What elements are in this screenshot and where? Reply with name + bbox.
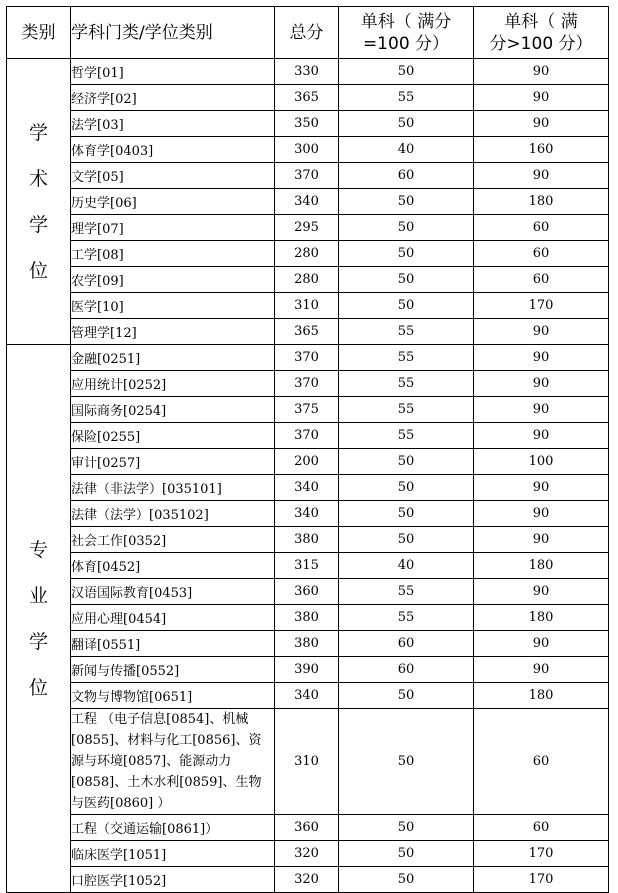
category-char: 业 bbox=[28, 584, 48, 607]
subject-cell: 工程（交通运输[0861]） bbox=[71, 815, 275, 841]
single-gt100-score-cell: 90 bbox=[474, 371, 609, 397]
single-100-score-cell: 50 bbox=[339, 475, 474, 501]
subject-cell: 审计[0257] bbox=[71, 449, 275, 475]
single-100-score-cell: 50 bbox=[339, 501, 474, 527]
single-gt100-score-cell: 180 bbox=[474, 605, 609, 631]
total-score-cell: 380 bbox=[275, 631, 339, 657]
total-score-cell: 295 bbox=[275, 215, 339, 241]
table-row bbox=[7, 345, 609, 371]
table-row bbox=[7, 683, 609, 709]
table-row bbox=[7, 163, 609, 189]
subject-cell: 医学[10] bbox=[71, 293, 275, 319]
subject-cell: 体育学[0403] bbox=[71, 137, 275, 163]
total-score-cell: 390 bbox=[275, 657, 339, 683]
total-score-cell: 380 bbox=[275, 605, 339, 631]
single-100-score-cell: 50 bbox=[339, 815, 474, 841]
subject-cell: 法律（法学）[035102] bbox=[71, 501, 275, 527]
single-gt100-score-cell: 170 bbox=[474, 293, 609, 319]
single-100-score-cell: 55 bbox=[339, 319, 474, 345]
table-row bbox=[7, 553, 609, 579]
header-single-100 bbox=[339, 7, 474, 59]
single-100-score-cell: 60 bbox=[339, 657, 474, 683]
table-row bbox=[7, 579, 609, 605]
total-score-cell: 320 bbox=[275, 841, 339, 867]
total-score-cell: 310 bbox=[275, 709, 339, 815]
single-100-score-cell: 50 bbox=[339, 709, 474, 815]
total-score-cell: 280 bbox=[275, 267, 339, 293]
total-score-cell: 360 bbox=[275, 815, 339, 841]
total-score-cell: 370 bbox=[275, 345, 339, 371]
header-subject: 学科门类/学位类别 bbox=[71, 7, 275, 59]
single-gt100-score-cell: 180 bbox=[474, 683, 609, 709]
subject-cell: 文物与博物馆[0651] bbox=[71, 683, 275, 709]
category-char: 学 bbox=[28, 630, 48, 653]
single-100-score-cell: 60 bbox=[339, 631, 474, 657]
total-score-cell: 330 bbox=[275, 59, 339, 85]
category-char: 位 bbox=[28, 676, 48, 699]
subject-cell: 体育[0452] bbox=[71, 553, 275, 579]
total-score-cell: 340 bbox=[275, 683, 339, 709]
single-gt100-score-cell: 180 bbox=[474, 189, 609, 215]
total-score-cell: 340 bbox=[275, 501, 339, 527]
single-gt100-score-cell: 90 bbox=[474, 657, 609, 683]
total-score-cell: 365 bbox=[275, 319, 339, 345]
single-100-score-cell: 55 bbox=[339, 423, 474, 449]
single-100-score-cell: 55 bbox=[339, 397, 474, 423]
single-100-score-cell: 50 bbox=[339, 683, 474, 709]
table-row bbox=[7, 111, 609, 137]
header-category: 类别 bbox=[7, 7, 71, 59]
header-single-100-line2: =100 分） bbox=[362, 33, 450, 54]
table-body bbox=[7, 59, 609, 893]
single-100-score-cell: 55 bbox=[339, 579, 474, 605]
total-score-cell: 350 bbox=[275, 111, 339, 137]
total-score-cell: 200 bbox=[275, 449, 339, 475]
subject-cell: 金融[0251] bbox=[71, 345, 275, 371]
single-gt100-score-cell: 170 bbox=[474, 841, 609, 867]
total-score-cell: 310 bbox=[275, 293, 339, 319]
subject-cell: 汉语国际教育[0453] bbox=[71, 579, 275, 605]
subject-cell: 工学[08] bbox=[71, 241, 275, 267]
total-score-cell: 280 bbox=[275, 241, 339, 267]
score-table bbox=[6, 6, 609, 893]
table-row bbox=[7, 319, 609, 345]
category-char: 专 bbox=[28, 538, 48, 561]
single-gt100-score-cell: 180 bbox=[474, 553, 609, 579]
single-gt100-score-cell: 90 bbox=[474, 111, 609, 137]
single-100-score-cell: 55 bbox=[339, 371, 474, 397]
table-row bbox=[7, 189, 609, 215]
single-gt100-score-cell: 90 bbox=[474, 345, 609, 371]
single-gt100-score-cell: 90 bbox=[474, 475, 609, 501]
single-100-score-cell: 55 bbox=[339, 345, 474, 371]
total-score-cell: 360 bbox=[275, 579, 339, 605]
subject-cell: 历史学[06] bbox=[71, 189, 275, 215]
total-score-cell: 370 bbox=[275, 371, 339, 397]
total-score-cell: 315 bbox=[275, 553, 339, 579]
category-char: 学 bbox=[28, 213, 48, 236]
single-100-score-cell: 60 bbox=[339, 163, 474, 189]
header-single-gt100-line1: 单科（ 满 bbox=[504, 11, 578, 32]
table-row bbox=[7, 841, 609, 867]
subject-cell: 新闻与传播[0552] bbox=[71, 657, 275, 683]
total-score-cell: 375 bbox=[275, 397, 339, 423]
table-row bbox=[7, 501, 609, 527]
single-100-score-cell: 40 bbox=[339, 553, 474, 579]
single-gt100-score-cell: 60 bbox=[474, 267, 609, 293]
subject-cell: 国际商务[0254] bbox=[71, 397, 275, 423]
header-total: 总分 bbox=[275, 7, 339, 59]
header-row bbox=[7, 7, 609, 59]
single-gt100-score-cell: 170 bbox=[474, 867, 609, 893]
single-gt100-score-cell: 90 bbox=[474, 501, 609, 527]
table-row bbox=[7, 397, 609, 423]
subject-cell: 保险[0255] bbox=[71, 423, 275, 449]
category-professional bbox=[7, 345, 71, 893]
category-char: 位 bbox=[28, 259, 48, 282]
table-row bbox=[7, 59, 609, 85]
header-single-100-line1: 单科（ 满分 bbox=[360, 11, 452, 32]
single-gt100-score-cell: 90 bbox=[474, 319, 609, 345]
subject-cell: 哲学[01] bbox=[71, 59, 275, 85]
single-gt100-score-cell: 90 bbox=[474, 397, 609, 423]
total-score-cell: 320 bbox=[275, 867, 339, 893]
total-score-cell: 340 bbox=[275, 475, 339, 501]
table-row bbox=[7, 449, 609, 475]
single-gt100-score-cell: 90 bbox=[474, 423, 609, 449]
table-row bbox=[7, 815, 609, 841]
subject-cell: 应用心理[0454] bbox=[71, 605, 275, 631]
subject-cell: 法学[03] bbox=[71, 111, 275, 137]
subject-cell: 理学[07] bbox=[71, 215, 275, 241]
subject-cell: 法律（非法学）[035101] bbox=[71, 475, 275, 501]
subject-cell: 翻译[0551] bbox=[71, 631, 275, 657]
single-100-score-cell: 50 bbox=[339, 189, 474, 215]
table-row bbox=[7, 423, 609, 449]
single-100-score-cell: 50 bbox=[339, 293, 474, 319]
table-row bbox=[7, 527, 609, 553]
total-score-cell: 365 bbox=[275, 85, 339, 111]
subject-cell: 农学[09] bbox=[71, 267, 275, 293]
subject-cell: 文学[05] bbox=[71, 163, 275, 189]
table-row bbox=[7, 867, 609, 893]
single-100-score-cell: 50 bbox=[339, 59, 474, 85]
single-gt100-score-cell: 100 bbox=[474, 449, 609, 475]
total-score-cell: 380 bbox=[275, 527, 339, 553]
table-row bbox=[7, 657, 609, 683]
total-score-cell: 300 bbox=[275, 137, 339, 163]
single-gt100-score-cell: 90 bbox=[474, 59, 609, 85]
single-gt100-score-cell: 60 bbox=[474, 215, 609, 241]
single-gt100-score-cell: 160 bbox=[474, 137, 609, 163]
single-100-score-cell: 50 bbox=[339, 841, 474, 867]
single-gt100-score-cell: 60 bbox=[474, 709, 609, 815]
table-row bbox=[7, 293, 609, 319]
single-gt100-score-cell: 90 bbox=[474, 527, 609, 553]
table-row bbox=[7, 371, 609, 397]
subject-cell: 社会工作[0352] bbox=[71, 527, 275, 553]
single-100-score-cell: 40 bbox=[339, 137, 474, 163]
table-row bbox=[7, 709, 609, 815]
table-row bbox=[7, 267, 609, 293]
table-row bbox=[7, 215, 609, 241]
subject-cell: 经济学[02] bbox=[71, 85, 275, 111]
subject-cell: 临床医学[1051] bbox=[71, 841, 275, 867]
header-single-gt100-line2: 分>100 分） bbox=[489, 33, 593, 54]
table-row bbox=[7, 475, 609, 501]
single-gt100-score-cell: 90 bbox=[474, 631, 609, 657]
subject-cell: 工程 （电子信息[0854]、机械[0855]、材料与化工[0856]、资源与环境[0857]、能源动力[0858]、土木水利[0859]、生物与医药[0860] ） bbox=[71, 709, 275, 815]
header-single-gt100 bbox=[474, 7, 609, 59]
single-gt100-score-cell: 90 bbox=[474, 85, 609, 111]
table-row bbox=[7, 85, 609, 111]
subject-cell: 管理学[12] bbox=[71, 319, 275, 345]
total-score-cell: 370 bbox=[275, 423, 339, 449]
single-gt100-score-cell: 90 bbox=[474, 579, 609, 605]
single-100-score-cell: 50 bbox=[339, 241, 474, 267]
single-100-score-cell: 50 bbox=[339, 215, 474, 241]
single-100-score-cell: 55 bbox=[339, 605, 474, 631]
category-academic bbox=[7, 59, 71, 345]
subject-cell: 应用统计[0252] bbox=[71, 371, 275, 397]
single-gt100-score-cell: 60 bbox=[474, 815, 609, 841]
table-row bbox=[7, 605, 609, 631]
subject-cell: 口腔医学[1052] bbox=[71, 867, 275, 893]
single-100-score-cell: 50 bbox=[339, 449, 474, 475]
table-row bbox=[7, 137, 609, 163]
total-score-cell: 340 bbox=[275, 189, 339, 215]
category-char: 学 bbox=[28, 121, 48, 144]
single-100-score-cell: 50 bbox=[339, 111, 474, 137]
total-score-cell: 370 bbox=[275, 163, 339, 189]
table-row bbox=[7, 631, 609, 657]
single-gt100-score-cell: 60 bbox=[474, 241, 609, 267]
single-100-score-cell: 50 bbox=[339, 867, 474, 893]
single-100-score-cell: 50 bbox=[339, 267, 474, 293]
single-100-score-cell: 55 bbox=[339, 85, 474, 111]
table-row bbox=[7, 241, 609, 267]
category-char: 术 bbox=[28, 167, 48, 190]
single-gt100-score-cell: 90 bbox=[474, 163, 609, 189]
single-100-score-cell: 50 bbox=[339, 527, 474, 553]
